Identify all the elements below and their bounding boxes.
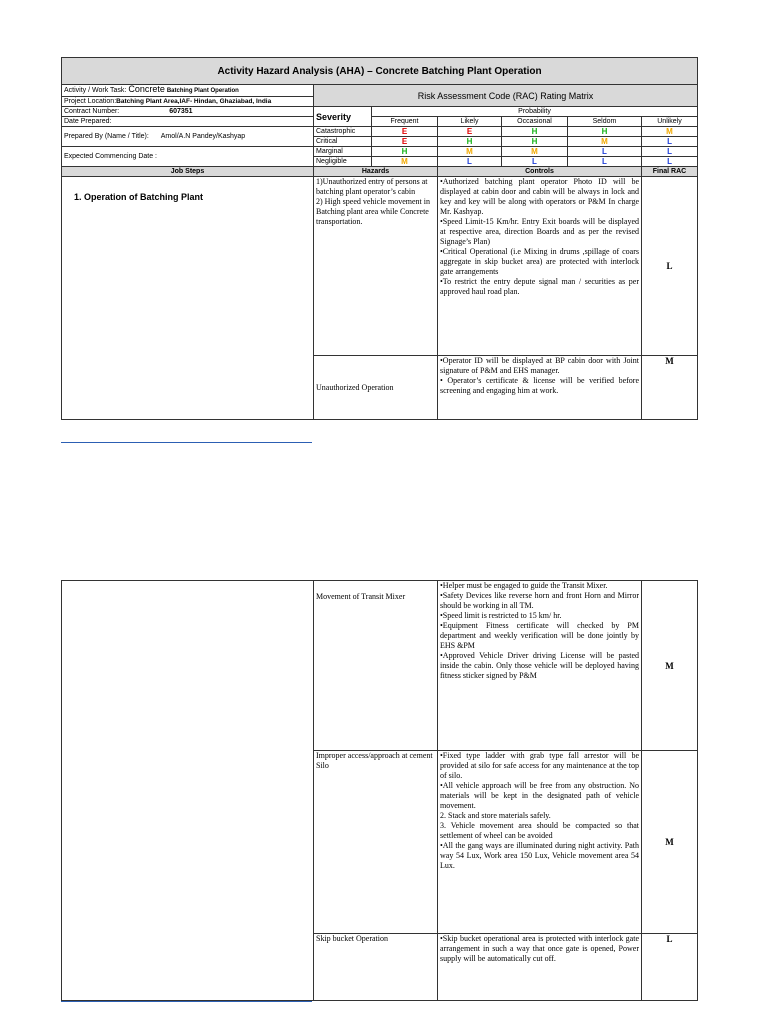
aha-continuation-table <box>61 580 698 1001</box>
final-rac-cell: M <box>642 581 698 751</box>
severity-negligible: Negligible <box>314 157 372 167</box>
header-hazards: Hazards <box>314 167 438 177</box>
page-bottom-rule <box>61 1001 312 1002</box>
rac-cell: L <box>502 157 568 167</box>
hazard-cell: Improper access/approach at cement Silo <box>314 751 438 934</box>
rac-matrix-title: Risk Assessment Code (RAC) Rating Matrix <box>314 85 698 107</box>
severity-critical: Critical <box>314 137 372 147</box>
final-rac-cell: M <box>642 356 698 420</box>
controls-cell: •Fixed type ladder with grab type fall arrestor will be provided at silo for safe access for any maintenance at the top of silo. •All vehicle approach will be free from any obstruction. No materials will be kept in the designated path of vehicle movement. 2. Stack and store materials safely. 3. Vehicle movement area should be compacted so that settlement of wheel can be avoided •All the gang ways are illuminated during night activity. Path way 54 Lux, Work area 150 Lux, Vehicle movement area 54 Lux. <box>438 751 642 934</box>
rac-cell: M <box>372 157 438 167</box>
final-rac-cell: L <box>642 177 698 356</box>
rac-cell: M <box>438 147 502 157</box>
severity-label: Severity <box>314 107 372 127</box>
contract-field: Contract Number: 607351 <box>62 107 314 117</box>
prob-col-frequent: Frequent <box>372 117 438 127</box>
rac-cell: H <box>502 127 568 137</box>
header-final-rac: Final RAC <box>642 167 698 177</box>
hazard-cell: 1)Unauthorized entry of persons at batching plant operator’s cabin 2) High speed vehicle movement in Batching plant area while Concrete transportation. <box>314 177 438 356</box>
rac-cell: E <box>372 127 438 137</box>
controls-cell: •Helper must be engaged to guide the Transit Mixer. •Safety Devices like reverse horn and front Horn and Mirror should be working in all TM. •Speed limit is restricted to 15 km/ hr. •Equipment Fitness certificate will checked by PM department and weekly verification will be done jointly by EHS &PM •Approved Vehicle Driver driving License will be pasted inside the cabin. Only those vehicle will be deployed having fitness sticker signed by P&M <box>438 581 642 751</box>
rac-cell: L <box>642 137 698 147</box>
rac-cell: L <box>568 157 642 167</box>
rac-cell: H <box>502 137 568 147</box>
activity-field: Activity / Work Task: Concrete Batching Plant Operation <box>62 85 314 97</box>
prob-col-likely: Likely <box>438 117 502 127</box>
rac-cell: H <box>568 127 642 137</box>
header-job-steps: Job Steps <box>62 167 314 177</box>
job-step-cell: 1. Operation of Batching Plant <box>62 177 314 420</box>
commencing-date-field: Expected Commencing Date : <box>62 147 314 167</box>
severity-marginal: Marginal <box>314 147 372 157</box>
rac-cell: M <box>568 137 642 147</box>
probability-label: Probability <box>372 107 698 117</box>
rac-cell: L <box>568 147 642 157</box>
rac-cell: E <box>372 137 438 147</box>
rac-cell: H <box>438 137 502 147</box>
prepared-by-field: Prepared By (Name / Title): Amol/A.N Pandey/Kashyap <box>62 127 314 147</box>
rac-cell: L <box>642 157 698 167</box>
header-controls: Controls <box>438 167 642 177</box>
rac-cell: M <box>502 147 568 157</box>
rac-cell: H <box>372 147 438 157</box>
hazard-cell: Movement of Transit Mixer <box>314 581 438 751</box>
severity-catastrophic: Catastrophic <box>314 127 372 137</box>
controls-cell: •Operator ID will be displayed at BP cabin door with Joint signature of P&M and EHS manager. • Operator’s certificate & license will be verified before screening and engaging him at work. <box>438 356 642 420</box>
aha-header-table <box>61 57 698 420</box>
prob-col-unlikely: Unlikely <box>642 117 698 127</box>
final-rac-cell: M <box>642 751 698 934</box>
prob-col-seldom: Seldom <box>568 117 642 127</box>
hazard-cell: Skip bucket Operation <box>314 934 438 1001</box>
controls-cell: •Skip bucket operational area is protected with interlock gate arrangement in such a way that once gate is opened, Power supply will be automatically cut off. <box>438 934 642 1001</box>
rac-cell: M <box>642 127 698 137</box>
final-rac-cell: L <box>642 934 698 1001</box>
hazard-cell: Unauthorized Operation <box>314 356 438 420</box>
page-bottom-rule <box>61 442 312 443</box>
date-prepared-field: Date Prepared: <box>62 117 314 127</box>
controls-cell: •Authorized batching plant operator Photo ID will be displayed at cabin door and cabin will be always in lock and key and key will be along with operators or P&M In charge Mr. Kashyap. •Speed Limit-15 Km/hr. Entry Exit boards will be displayed at respective area, direction Boards and as per the revised Signage’s Plan) •Critical Operational (i.e Mixing in drums ,spillage of coars aggregate in skip bucket area) are protected with interlock gate arrangements •To restrict the entry depute signal man / securities as per approved haul road plan. <box>438 177 642 356</box>
job-step-cell <box>62 581 314 1001</box>
rac-cell: E <box>438 127 502 137</box>
prob-col-occasional: Occasional <box>502 117 568 127</box>
document-title: Activity Hazard Analysis (AHA) – Concrete Batching Plant Operation <box>62 58 698 85</box>
rac-cell: L <box>438 157 502 167</box>
location-field: Project Location:Batching Plant Area,IAF- Hindan, Ghaziabad, India <box>62 97 314 107</box>
rac-cell: L <box>642 147 698 157</box>
